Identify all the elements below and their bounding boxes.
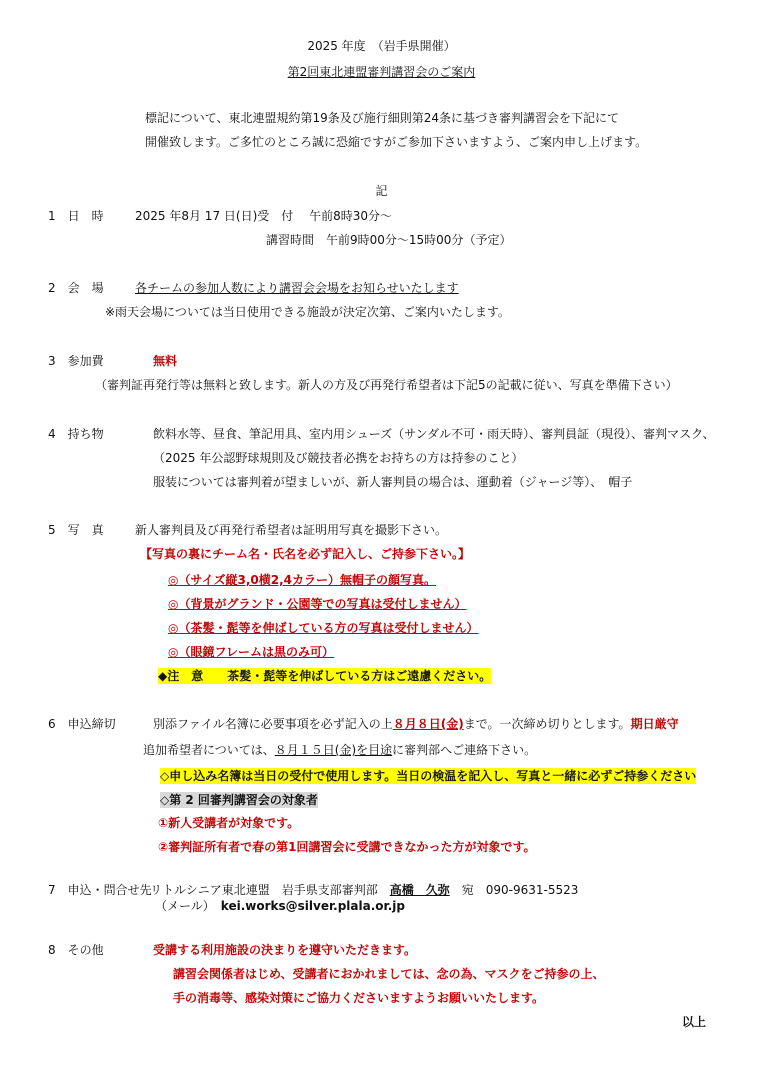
s1-line-2: 講習時間 午前9時00分～15時00分（予定） — [266, 233, 512, 247]
s5-line-2: 【写真の裏にチーム名・氏名を必ず記入し、ご持参下さい。】 — [140, 547, 471, 561]
s7-contact — [150, 882, 578, 898]
s5-line-1: 新人審判員及び再発行希望者は証明用写真を撮影下さい。 — [135, 523, 448, 537]
s6-line-1 — [153, 716, 679, 732]
s2-line-2: ※雨天会場については当日使用できる施設が決定次第、ご案内いたします。 — [105, 305, 510, 319]
s7-email[interactable]: kei.works@silver.plala.or.jp — [220, 899, 405, 913]
s4-line-3: 服装については審判着が望ましいが、新人審判員の場合は、運動着（ジャージ等）、 帽子 — [153, 475, 633, 489]
s6-strict: 期日厳守 — [630, 717, 679, 731]
s7-mail-label: （メール） — [155, 899, 209, 913]
year-line: 2025 年度 （岩手県開催） — [307, 39, 456, 53]
s6-target-1: ①新人受講者が対象です。 — [158, 816, 300, 830]
s6-line-2a: 追加希望者については、 — [143, 743, 275, 757]
ki-label: 記 — [375, 184, 388, 198]
s6-line-2b: に審判部へご連絡下さい。 — [392, 743, 537, 757]
s7-mail-line — [155, 898, 405, 914]
intro-line-1: 標記について、東北連盟規約第19条及び施行細則第24条に基づき審判講習会を下記にて — [145, 111, 620, 125]
s5-caution: ◆注 意 茶髪・髭等を伸ばしている方はご遠慮ください。 — [158, 669, 492, 683]
s6-label: 6 申込締切 — [48, 717, 116, 731]
s4-line-1: 飲料水等、昼食、筆記用具、室内用シューズ（サンダル不可・雨天時）、審判員証（現役）、審判マスク、 — [153, 427, 715, 441]
s8-line-2: 講習会関係者はじめ、受講者におかれましては、念の為、マスクをご持参の上、 — [173, 967, 605, 981]
s7-person-name: 高橋 久弥 — [389, 883, 450, 897]
s6-deadline-2: ８月１５日(金)を目途 — [274, 743, 393, 757]
s2-line-1: 各チームの参加人数により講習会会場をお知らせいたします — [135, 281, 459, 295]
s3-fee: 無料 — [153, 354, 178, 368]
s8-line-1: 受講する利用施設の決まりを遵守いただきます。 — [153, 943, 417, 957]
s6-line-1b: まで。一次締め切りとします。 — [463, 717, 631, 731]
s4-label: 4 持ち物 — [48, 427, 104, 441]
s6-line-2 — [143, 742, 536, 758]
s6-target-2: ②審判証所有者で春の第1回講習会に受講できなかった方が対象です。 — [158, 840, 536, 854]
s2-label: 2 会 場 — [48, 281, 104, 295]
s7-suffix: 宛 090-9631-5523 — [461, 883, 579, 897]
s6-deadline-1: ８月８日(金) — [392, 717, 464, 731]
s5-item-4: ◎（眼鏡フレームは黒のみ可） — [168, 645, 334, 659]
s5-label: 5 写 真 — [48, 523, 104, 537]
s3-label: 3 参加費 — [48, 354, 104, 368]
s3-note: （審判証再発行等は無料と致します。新人の方及び再発行希望者は下記5の記載に従い、写真を準備下さい） — [95, 378, 678, 392]
s6-target-heading: ◇第 2 回審判講習会の対象者 — [160, 793, 318, 807]
page-title: 第2回東北連盟審判講習会のご案内 — [287, 65, 476, 79]
s5-item-1: ◎（サイズ縦3,0横2,4カラー）無帽子の顔写真。 — [168, 573, 437, 587]
closing: 以上 — [682, 1015, 707, 1029]
s5-item-3: ◎（茶髪・髭等を伸ばしている方の写真は受付しません） — [168, 621, 479, 635]
s1-line-1: 2025 年8月 17 日(日)受 付 午前8時30分～ — [135, 209, 392, 223]
s1-label: 1 日 時 — [48, 209, 104, 223]
s4-line-2: （2025 年公認野球規則及び競技者必携をお持ちの方は持参のこと） — [153, 451, 524, 465]
s8-label: 8 その他 — [48, 943, 104, 957]
s7-label: 7 申込・問合せ先 — [48, 883, 152, 897]
s8-line-3: 手の消毒等、感染対策にご協力くださいますようお願いいたします。 — [173, 991, 545, 1005]
s7-org: リトルシニア東北連盟 岩手県支部審判部 — [150, 883, 378, 897]
s5-item-2: ◎（背景がグランド・公園等での写真は受付しません） — [168, 597, 467, 611]
s6-line-1a: 別添ファイル名簿に必要事項を必ず記入の上 — [153, 717, 393, 731]
intro-line-2: 開催致します。ご多忙のところ誠に恐縮ですがご参加下さいますよう、ご案内申し上げます。 — [145, 135, 648, 149]
s6-notice: ◇申し込み名簿は当日の受付で使用します。当日の検温を記入し、写真と一緒に必ずご持参ください — [160, 769, 697, 783]
